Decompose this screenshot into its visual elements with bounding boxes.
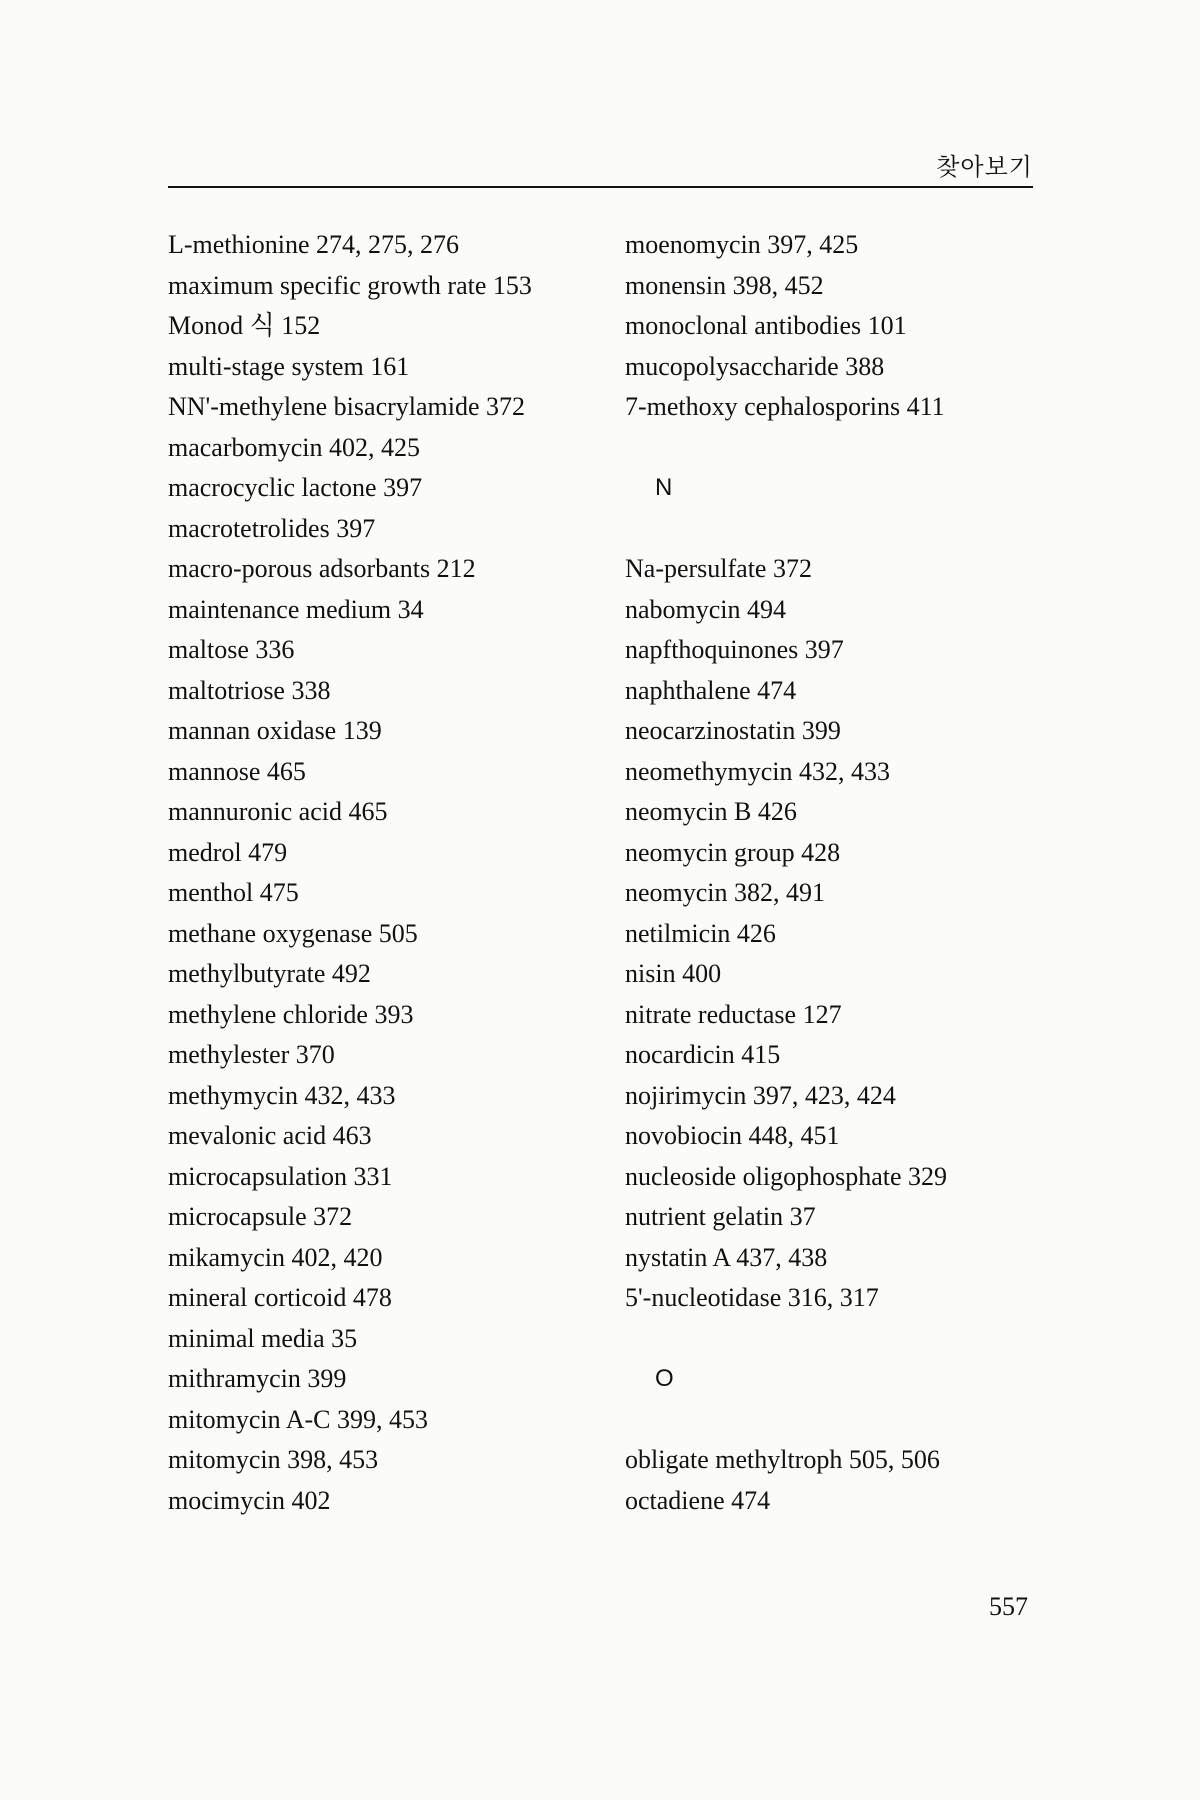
index-entry: novobiocin 448, 451 bbox=[625, 1121, 840, 1150]
index-entry: maintenance medium 34 bbox=[168, 594, 424, 624]
index-entry: nystatin A 437, 438 bbox=[625, 1242, 828, 1272]
section-spacer bbox=[625, 1319, 1065, 1360]
index-entry: nojirimycin 397, 423, 424 bbox=[625, 1080, 896, 1110]
index-entry: netilmicin 426 bbox=[625, 918, 776, 948]
index-column-left bbox=[168, 225, 608, 1521]
index-entry: maltose 336 bbox=[168, 635, 295, 664]
running-header bbox=[168, 150, 1033, 188]
index-entry: 7-methoxy cephalosporins 411 bbox=[625, 392, 945, 421]
index-entry: mannuronic acid 465 bbox=[168, 797, 388, 826]
index-entry: macro-porous adsorbants 212 bbox=[168, 554, 476, 583]
index-entry: NN'-methylene bisacrylamide 372 bbox=[168, 392, 526, 421]
index-entry: nutrient gelatin 37 bbox=[625, 1202, 816, 1231]
index-entry: maltotriose 338 bbox=[168, 675, 331, 705]
index-entry: neomycin 382, 491 bbox=[625, 878, 826, 907]
index-entry: Na-persulfate 372 bbox=[625, 554, 812, 583]
index-entry: moenomycin 397, 425 bbox=[625, 230, 859, 259]
index-entry: mannose 465 bbox=[168, 756, 306, 786]
index-entry: medrol 479 bbox=[168, 837, 288, 867]
index-entry: microcapsulation 331 bbox=[168, 1161, 393, 1191]
index-entry: nisin 400 bbox=[625, 959, 722, 988]
index-entry: napfthoquinones 397 bbox=[625, 635, 844, 664]
index-entry: mineral corticoid 478 bbox=[168, 1283, 392, 1312]
header-title: 찾아보기 bbox=[936, 153, 1033, 181]
index-entry: maximum specific growth rate 153 bbox=[168, 270, 532, 300]
index-entry: methane oxygenase 505 bbox=[168, 918, 418, 948]
index-entry: 5'-nucleotidase 316, 317 bbox=[625, 1283, 879, 1312]
index-entry: multi-stage system 161 bbox=[168, 351, 410, 381]
index-entry: macrotetrolides 397 bbox=[168, 513, 376, 543]
index-entry: naphthalene 474 bbox=[625, 675, 797, 705]
index-entry: nitrate reductase 127 bbox=[625, 999, 842, 1029]
index-entry: methymycin 432, 433 bbox=[168, 1080, 396, 1110]
section-spacer bbox=[625, 428, 1065, 469]
index-entry: macrocyclic lactone 397 bbox=[168, 473, 423, 502]
section-spacer bbox=[625, 509, 1065, 550]
index-entry: neomycin group 428 bbox=[625, 837, 841, 867]
index-entry: minimal media 35 bbox=[168, 1323, 358, 1353]
index-entry: neomethymycin 432, 433 bbox=[625, 756, 891, 786]
index-entry: mitomycin A-C 399, 453 bbox=[168, 1404, 428, 1434]
n-entries-group bbox=[625, 549, 1065, 1319]
index-entry: monensin 398, 452 bbox=[625, 270, 824, 300]
index-entry: mocimycin 402 bbox=[168, 1485, 331, 1515]
index-entry: mitomycin 398, 453 bbox=[168, 1445, 379, 1474]
index-entry: methylester 370 bbox=[168, 1040, 335, 1069]
section-heading-n: N bbox=[655, 474, 673, 501]
index-entry: nocardicin 415 bbox=[625, 1040, 781, 1069]
index-entry: microcapsule 372 bbox=[168, 1202, 353, 1231]
index-entry: nucleoside oligophosphate 329 bbox=[625, 1161, 948, 1191]
m-entries-group bbox=[625, 225, 1065, 428]
index-entry: menthol 475 bbox=[168, 878, 299, 907]
index-entry: neomycin B 426 bbox=[625, 797, 797, 826]
index-column-right bbox=[625, 225, 1065, 1521]
index-entry: mevalonic acid 463 bbox=[168, 1121, 372, 1150]
index-entry: mucopolysaccharide 388 bbox=[625, 351, 885, 381]
index-entry: macarbomycin 402, 425 bbox=[168, 432, 420, 462]
index-entry: nabomycin 494 bbox=[625, 594, 787, 624]
index-entry: methylbutyrate 492 bbox=[168, 959, 371, 988]
o-entries-group bbox=[625, 1440, 1065, 1521]
index-entry: obligate methyltroph 505, 506 bbox=[625, 1445, 940, 1474]
section-spacer bbox=[625, 1400, 1065, 1441]
index-entry: octadiene 474 bbox=[625, 1485, 771, 1515]
index-entry: mikamycin 402, 420 bbox=[168, 1242, 383, 1272]
index-entry: methylene chloride 393 bbox=[168, 999, 414, 1029]
index-entry: Monod 식 152 bbox=[168, 311, 321, 340]
index-entry: L-methionine 274, 275, 276 bbox=[168, 230, 460, 259]
index-entry: monoclonal antibodies 101 bbox=[625, 311, 907, 340]
section-heading-o: O bbox=[655, 1365, 674, 1392]
index-entry: mithramycin 399 bbox=[168, 1364, 347, 1393]
index-entry: mannan oxidase 139 bbox=[168, 716, 382, 745]
page-number: 557 bbox=[989, 1592, 1028, 1621]
index-entry: neocarzinostatin 399 bbox=[625, 716, 841, 745]
